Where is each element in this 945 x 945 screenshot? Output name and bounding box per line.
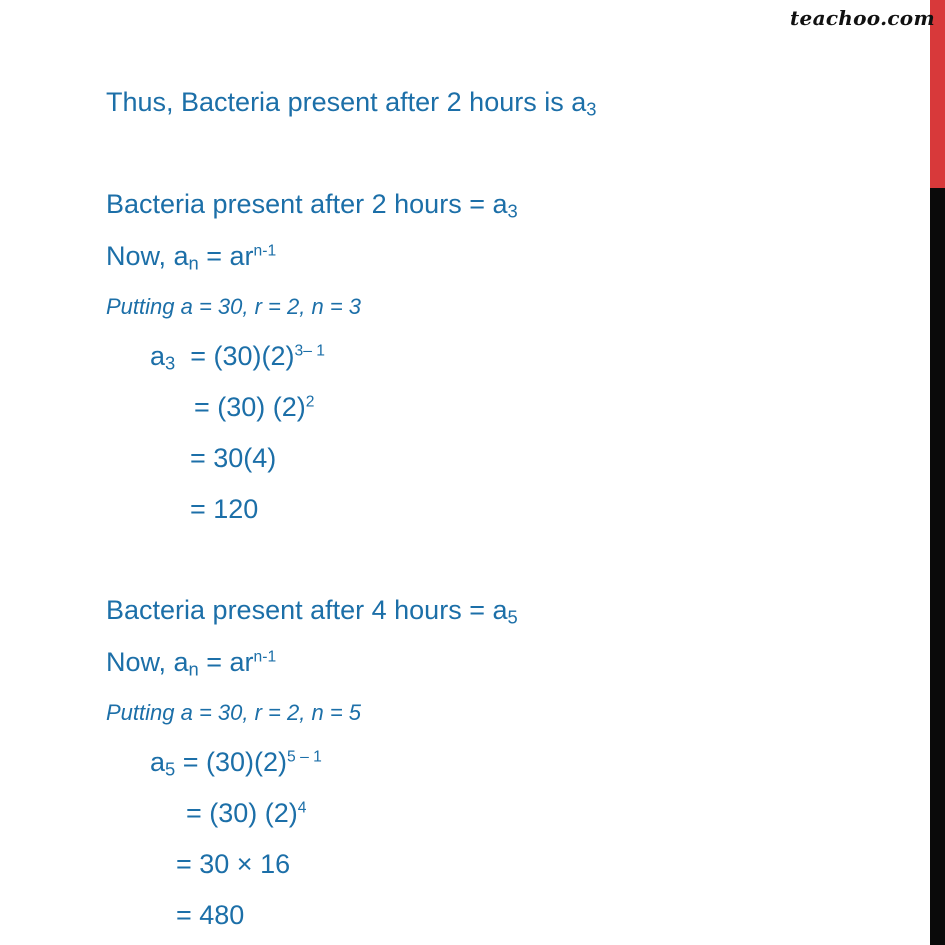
part1-formula: Now, $a_n = ar^{n-1}$ bbox=[106, 241, 277, 274]
part1-step3: = 30(4) bbox=[190, 443, 277, 473]
part1-step1: $a_3 = (30)(2)^{3- 1}$ bbox=[150, 341, 326, 374]
part2-substitution-note: Putting a = 30, r = 2, n = 5 bbox=[106, 700, 362, 725]
part2-step3: = 30 × 16 bbox=[176, 849, 291, 879]
part1-result: = 120 bbox=[190, 494, 259, 524]
slide-side-bar bbox=[930, 0, 945, 945]
part1-heading: Bacteria present after 2 hours = $a_3$ bbox=[106, 189, 518, 222]
intro-statement: Thus, Bacteria present after 2 hours is $a_3$ bbox=[106, 87, 597, 120]
part1-step2: = (30) $(2)^2$ bbox=[194, 392, 315, 422]
part2-formula: Now, $a_n = ar^{n-1}$ bbox=[106, 647, 277, 680]
part2-step1: $a_5 = (30)(2)^{5 - 1}$ bbox=[150, 747, 322, 780]
part2-step2: = (30) $(2)^4$ bbox=[186, 798, 307, 828]
part1-substitution-note: Putting a = 30, r = 2, n = 3 bbox=[106, 294, 362, 319]
side-bar-black-segment bbox=[930, 188, 945, 945]
part2-heading: Bacteria present after 4 hours = $a_5$ bbox=[106, 595, 518, 628]
part2-result: = 480 bbox=[176, 900, 245, 930]
teachoo-logo: teachoo.com bbox=[790, 6, 935, 30]
